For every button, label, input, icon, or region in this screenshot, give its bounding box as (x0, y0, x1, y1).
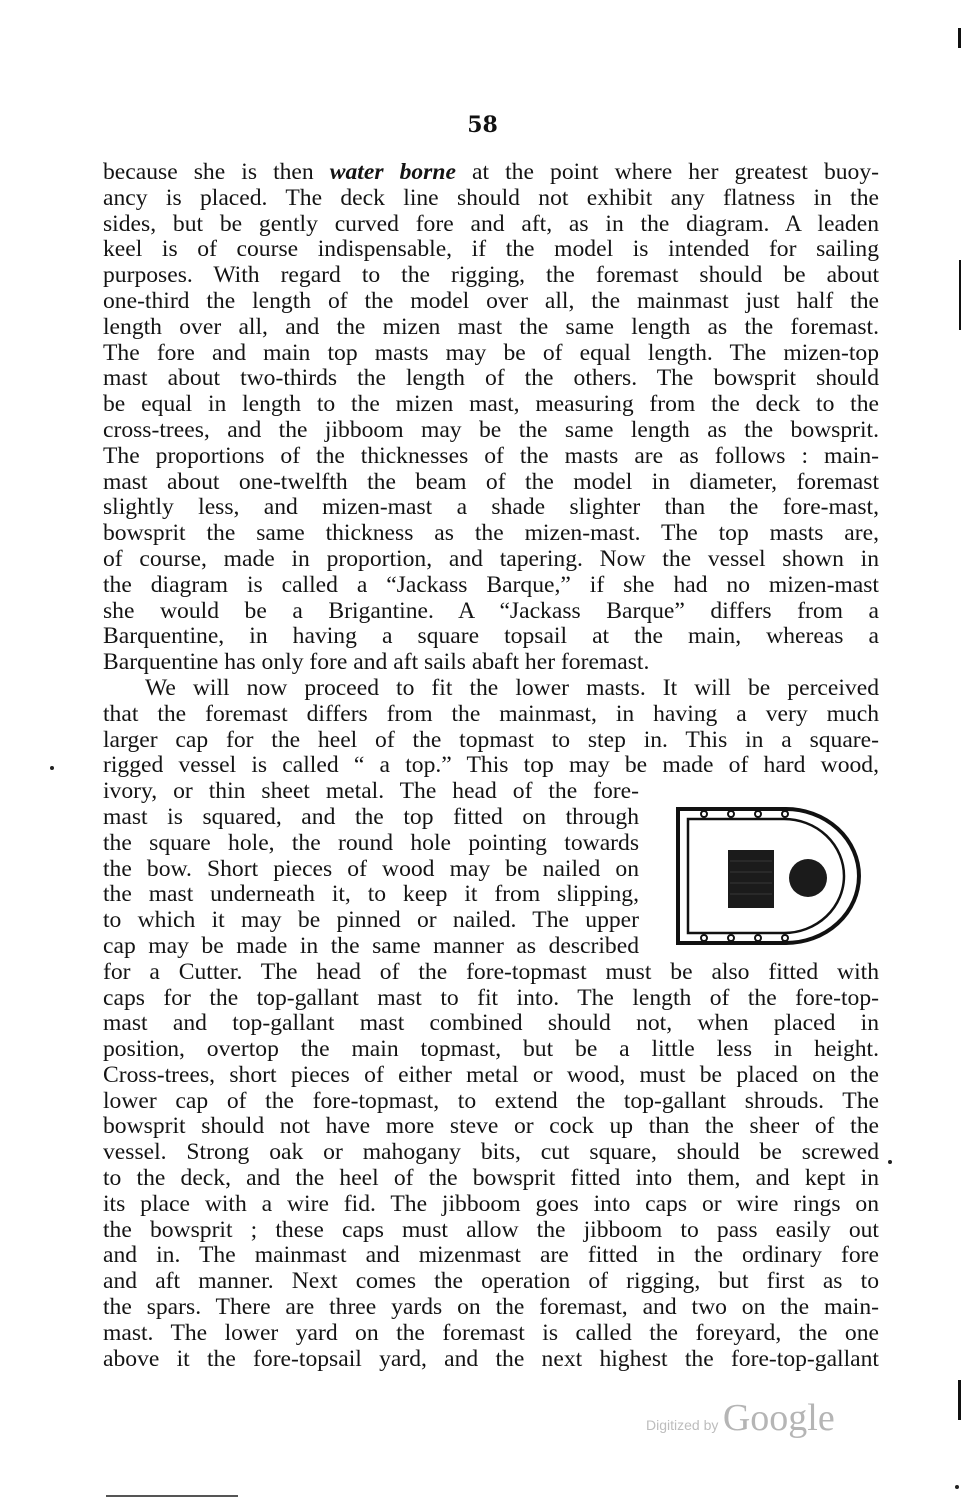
text-segment: at the point where her greatest buoy- (455, 159, 879, 185)
text-line: larger cap for the heel of the topmast to step in. This in a square- (103, 726, 879, 753)
scan-dot (50, 766, 54, 770)
text-line: one-third the length of the model over all, the mainmast just half the (103, 287, 879, 314)
top-diagram-figure (676, 806, 861, 946)
text-line: of course, made in proportion, and tapering. Now the vessel shown in (103, 545, 879, 572)
text-line: the square hole, the round hole pointing towards (103, 829, 639, 856)
text-line: keel is of course indispensable, if the model is intended for sailing (103, 236, 879, 263)
square-hole-icon (728, 850, 774, 908)
text-line: caps for the top-gallant mast to fit into. The length of the fore-top- (103, 984, 879, 1011)
text-line: be equal in length to the mizen mast, measuring from the deck to the (103, 391, 879, 418)
italic-phrase: water borne (329, 159, 456, 185)
text-line: The fore and main top masts may be of equal length. The mizen-top (103, 339, 879, 366)
body-text (103, 160, 879, 1372)
text-line: the bow. Short pieces of wood may be nailed on (103, 855, 639, 882)
text-line: vessel. Strong oak or mahogany bits, cut square, should be screwed (103, 1139, 879, 1166)
round-hole-icon (789, 859, 827, 897)
scan-dot (888, 1160, 892, 1164)
text-line: rigged vessel is called “ a top.” This top may be made of hard wood, (103, 752, 879, 779)
text-line (103, 160, 879, 186)
text-line: above it the fore-topsail yard, and the next highest the fore-top-gallant (103, 1345, 879, 1372)
text-line: cap may be made in the same manner as described (103, 932, 639, 959)
text-line: mast is squared, and the top fitted on through (103, 803, 639, 830)
scan-mark (958, 28, 961, 48)
text-line: Barquentine has only fore and aft sails abaft her foremast. (103, 649, 650, 676)
text-line: length over all, and the mizen mast the same length as the foremast. (103, 313, 879, 340)
text-line: for a Cutter. The head of the fore-topmast must be also fitted with (103, 958, 879, 985)
text-line: the spars. There are three yards on the foremast, and two on the main- (103, 1294, 879, 1321)
text-line: the bowsprit ; these caps must allow the jibboom to pass easily out (103, 1216, 879, 1243)
text-line: mast. The lower yard on the foremast is called the foreyard, the one (103, 1319, 879, 1346)
text-line: bowsprit should not have more steve or cock up than the sheer of the (103, 1113, 879, 1140)
text-line: the diagram is called a “Jackass Barque,” if she had no mizen-mast (103, 571, 879, 598)
text-line: and aft manner. Next comes the operation of rigging, but first as to (103, 1268, 879, 1295)
text-line: to the deck, and the heel of the bowsprit fitted into them, and kept in (103, 1165, 879, 1192)
text-line: We will now proceed to fit the lower masts. It will be perceived (145, 674, 879, 701)
text-line: bowsprit the same thickness as the mizen-mast. The top masts are, (103, 520, 879, 547)
text-line: ivory, or thin sheet metal. The head of the fore- (103, 778, 639, 805)
text-line: mast about one-twelfth the beam of the model in diameter, foremast (103, 468, 879, 495)
scan-mark (958, 1380, 961, 1420)
text-line: ancy is placed. The deck line should not exhibit any flatness in the (103, 184, 879, 211)
watermark-brand: Google (722, 1397, 835, 1439)
text-line: mast and top-gallant mast combined should not, when placed in (103, 1010, 879, 1037)
text-line: cross-trees, and the jibboom may be the same length as the bowsprit. (103, 416, 879, 443)
text-line: its place with a wire fid. The jibboom goes into caps or wire rings on (103, 1190, 879, 1217)
text-line: that the foremast differs from the mainmast, in having a very much (103, 700, 879, 727)
text-line: and in. The mainmast and mizenmast are fitted in the ordinary fore (103, 1242, 879, 1269)
text-line: The proportions of the thicknesses of the masts are as follows : main- (103, 442, 879, 469)
text-line: lower cap of the fore-topmast, to extend the top-gallant shrouds. The (103, 1087, 879, 1114)
text-line: Cross-trees, short pieces of either metal or wood, must be placed on the (103, 1061, 879, 1088)
text-line: to which it may be pinned or nailed. The upper (103, 907, 639, 934)
text-line: position, overtop the main topmast, but be a little less in height. (103, 1036, 879, 1063)
text-line: Barquentine, in having a square topsail at the main, whereas a (103, 623, 879, 650)
scan-mark (959, 260, 961, 330)
watermark-prefix: Digitized by (646, 1417, 719, 1433)
text-line: she would be a Brigantine. A “Jackass Barque” differs from a (103, 597, 879, 624)
text-line: mast about two-thirds the length of the others. The bowsprit should (103, 365, 879, 392)
page-number: 58 (467, 112, 498, 138)
scan-dot (955, 1485, 959, 1489)
text-segment: because she is then (103, 159, 330, 185)
text-line: sides, but be gently curved fore and aft, as in the diagram. A leaden (103, 210, 879, 237)
text-line: purposes. With regard to the rigging, the foremast should be about (103, 262, 879, 289)
digitized-by-google-watermark (646, 1396, 835, 1440)
text-line: the mast underneath it, to keep it from slipping, (103, 881, 639, 908)
scan-rule (106, 1495, 238, 1497)
text-line: slightly less, and mizen-mast a shade slighter than the fore-mast, (103, 494, 879, 521)
